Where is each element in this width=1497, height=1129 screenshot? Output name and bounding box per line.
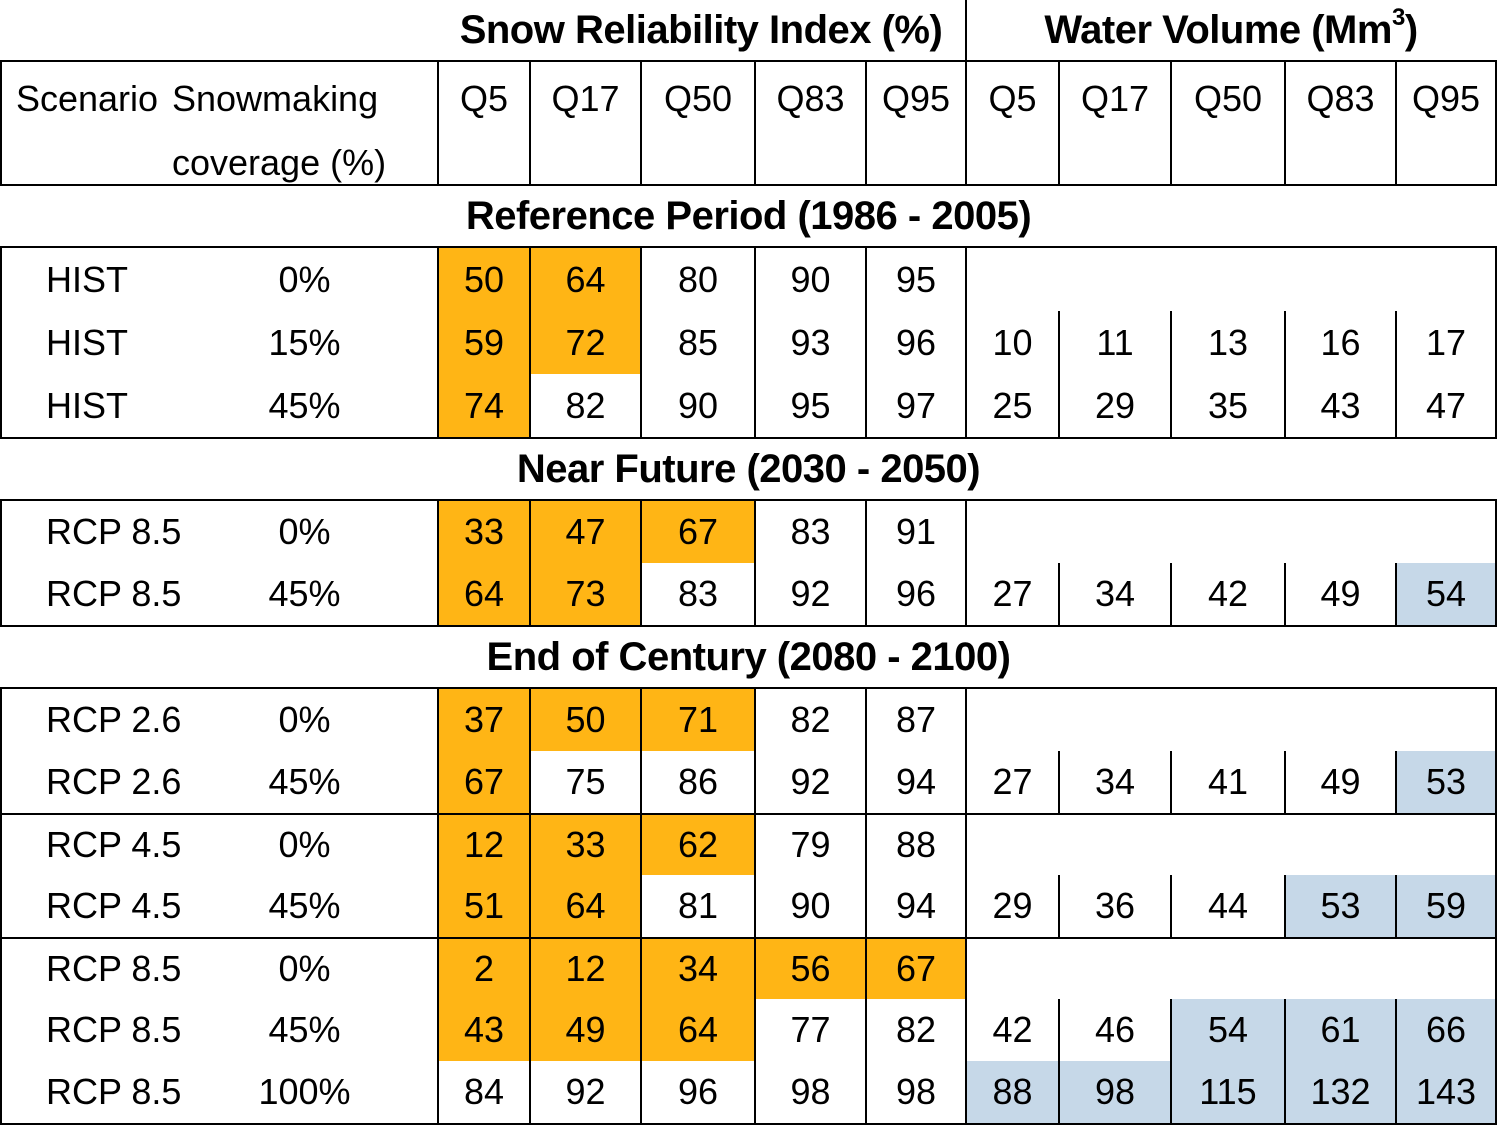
water-empty-cell [965, 689, 1495, 751]
sri-q95-cell: 96 [865, 563, 965, 625]
sri-q95-cell: 91 [865, 501, 965, 563]
near-future-table [0, 499, 1497, 627]
coverage-cell: 100% [258, 1071, 351, 1112]
water-q50-cell: 35 [1170, 374, 1284, 437]
sri-q17-cell: 49 [529, 999, 640, 1061]
water-empty-cell [965, 937, 1495, 999]
sri-q17-cell: 92 [529, 1061, 640, 1123]
water-q17-cell: 36 [1058, 875, 1170, 937]
scenario-cell: RCP 4.5 [46, 885, 182, 926]
water-q95-cell: 66 [1395, 999, 1495, 1061]
coverage-cell: 45% [268, 573, 341, 614]
group-title-sri: Snow Reliability Index (%) [459, 7, 943, 52]
water-q5-cell: 10 [965, 311, 1058, 374]
water-q83-cell: 43 [1284, 374, 1395, 437]
water-q5-cell: 88 [965, 1061, 1058, 1123]
scenario-cell: RCP 4.5 [2, 813, 172, 875]
sri-q83-cell: 90 [754, 875, 865, 937]
water-q5-cell: 25 [965, 374, 1058, 437]
sri-q17-cell: 82 [529, 374, 640, 437]
scenario-cell: RCP 2.6 [46, 761, 182, 802]
sri-q95-cell: 94 [865, 751, 965, 813]
sri-q5-cell: 50 [437, 248, 529, 311]
water-q83-cell: 16 [1284, 311, 1395, 374]
sri-q5-cell: 74 [437, 374, 529, 437]
coverage-cell: 45% [268, 384, 341, 426]
sri-q50-cell: 83 [640, 563, 754, 625]
water-q83-cell: 132 [1284, 1061, 1395, 1123]
sri-q17-cell: 72 [529, 311, 640, 374]
water-q95-cell: 143 [1395, 1061, 1495, 1123]
sri-q83-cell: 98 [754, 1061, 865, 1123]
water-q17-cell: 29 [1058, 374, 1170, 437]
water-empty-cell [965, 248, 1495, 311]
table-header [0, 60, 1497, 186]
water-q17-cell: 98 [1058, 1061, 1170, 1123]
header-sri-q95: Q95 [865, 62, 965, 184]
sri-q17-cell: 75 [529, 751, 640, 813]
sri-q95-cell: 87 [865, 689, 965, 751]
water-q50-cell: 54 [1170, 999, 1284, 1061]
end-of-century-table [0, 687, 1497, 1125]
water-q50-cell: 13 [1170, 311, 1284, 374]
scenario-cell: RCP 8.5 [46, 511, 182, 552]
sri-q50-cell: 86 [640, 751, 754, 813]
coverage-cell: 0% [172, 813, 437, 875]
coverage-cell: 45% [268, 761, 341, 802]
coverage-cell: 45% [268, 885, 341, 926]
water-q17-cell: 11 [1058, 311, 1170, 374]
section-title-end-of-century: End of Century (2080 - 2100) [486, 634, 1011, 679]
sri-q95-cell: 96 [865, 311, 965, 374]
sri-q95-cell: 88 [865, 813, 965, 875]
scenario-cell: RCP 8.5 [46, 1009, 182, 1050]
sri-q5-cell: 12 [437, 813, 529, 875]
sri-q50-cell: 34 [640, 937, 754, 999]
sri-q95-cell: 67 [865, 937, 965, 999]
sri-q5-cell: 59 [437, 311, 529, 374]
water-empty-cell [965, 501, 1495, 563]
water-q17-cell: 46 [1058, 999, 1170, 1061]
water-q50-cell: 42 [1170, 563, 1284, 625]
sri-q50-cell: 62 [640, 813, 754, 875]
scenario-cell: HIST [46, 258, 129, 300]
sri-q83-cell: 82 [754, 689, 865, 751]
water-q50-cell: 44 [1170, 875, 1284, 937]
sri-q50-cell: 71 [640, 689, 754, 751]
sri-q50-cell: 64 [640, 999, 754, 1061]
group-title-water [965, 0, 1495, 60]
coverage-cell: 0% [278, 699, 331, 740]
section-title-reference: Reference Period (1986 - 2005) [465, 193, 1032, 238]
water-title-superscript: 3 [1391, 4, 1405, 31]
header-coverage-line1: Snowmaking [172, 78, 379, 119]
header-water-q83: Q83 [1284, 62, 1395, 184]
water-empty-cell [965, 813, 1495, 875]
water-q95-cell: 17 [1395, 311, 1495, 374]
sri-q95-cell: 97 [865, 374, 965, 437]
reference-period-table [0, 246, 1497, 439]
sri-q95-cell: 95 [865, 248, 965, 311]
sri-q83-cell: 95 [754, 374, 865, 437]
scenario-cell: HIST [46, 321, 129, 363]
scenario-cell: RCP 8.5 [46, 1071, 182, 1112]
sri-q50-cell: 67 [640, 501, 754, 563]
water-q50-cell: 41 [1170, 751, 1284, 813]
sri-q50-cell: 85 [640, 311, 754, 374]
sri-q50-cell: 96 [640, 1061, 754, 1123]
sri-q95-cell: 82 [865, 999, 965, 1061]
coverage-cell: 0% [278, 258, 331, 300]
water-q83-cell: 49 [1284, 751, 1395, 813]
water-q83-cell: 61 [1284, 999, 1395, 1061]
header-water-q95: Q95 [1395, 62, 1495, 184]
sri-q5-cell: 33 [437, 501, 529, 563]
sri-q17-cell: 64 [529, 248, 640, 311]
sri-q17-cell: 50 [529, 689, 640, 751]
coverage-cell: 0% [172, 937, 437, 999]
water-q95-cell: 59 [1395, 875, 1495, 937]
header-sri-q83: Q83 [754, 62, 865, 184]
water-q83-cell: 53 [1284, 875, 1395, 937]
sri-q83-cell: 83 [754, 501, 865, 563]
header-sri-q5: Q5 [437, 62, 529, 184]
water-q5-cell: 29 [965, 875, 1058, 937]
sri-q5-cell: 51 [437, 875, 529, 937]
water-q5-cell: 27 [965, 751, 1058, 813]
sri-q17-cell: 73 [529, 563, 640, 625]
scenario-cell: HIST [46, 384, 129, 426]
water-q5-cell: 27 [965, 563, 1058, 625]
water-q83-cell: 49 [1284, 563, 1395, 625]
water-q17-cell: 34 [1058, 751, 1170, 813]
coverage-cell: 0% [278, 511, 331, 552]
water-title-text: Water Volume (Mm [1044, 7, 1392, 52]
sri-q5-cell: 2 [437, 937, 529, 999]
water-q17-cell: 34 [1058, 563, 1170, 625]
sri-q83-cell: 90 [754, 248, 865, 311]
header-water-q50: Q50 [1170, 62, 1284, 184]
header-coverage-line2: coverage (%) [172, 142, 387, 183]
header-sri-q17: Q17 [529, 62, 640, 184]
sri-q17-cell: 12 [529, 937, 640, 999]
header-coverage [172, 62, 437, 184]
water-q50-cell: 115 [1170, 1061, 1284, 1123]
water-q95-cell: 54 [1395, 563, 1495, 625]
sri-q83-cell: 92 [754, 751, 865, 813]
sri-q83-cell: 92 [754, 563, 865, 625]
water-title-close: ) [1404, 7, 1418, 52]
sri-q17-cell: 33 [529, 813, 640, 875]
sri-q5-cell: 43 [437, 999, 529, 1061]
water-q5-cell: 42 [965, 999, 1058, 1061]
coverage-cell: 15% [268, 321, 341, 363]
scenario-cell: RCP 8.5 [46, 573, 182, 614]
header-water-q5: Q5 [965, 62, 1058, 184]
sri-q5-cell: 37 [437, 689, 529, 751]
sri-q50-cell: 81 [640, 875, 754, 937]
section-title-near-future: Near Future (2030 - 2050) [516, 446, 981, 491]
water-q95-cell: 47 [1395, 374, 1495, 437]
sri-q95-cell: 94 [865, 875, 965, 937]
scenario-cell: RCP 2.6 [46, 699, 182, 740]
sri-q83-cell: 56 [754, 937, 865, 999]
sri-q50-cell: 90 [640, 374, 754, 437]
group-titles-band [0, 0, 1497, 60]
sri-q83-cell: 93 [754, 311, 865, 374]
sri-q83-cell: 77 [754, 999, 865, 1061]
sri-q5-cell: 64 [437, 563, 529, 625]
header-sri-q50: Q50 [640, 62, 754, 184]
sri-q50-cell: 80 [640, 248, 754, 311]
header-scenario: Scenario [15, 78, 159, 119]
sri-q17-cell: 64 [529, 875, 640, 937]
sri-q5-cell: 67 [437, 751, 529, 813]
scenario-cell: RCP 8.5 [2, 937, 172, 999]
water-q95-cell: 53 [1395, 751, 1495, 813]
header-water-q17: Q17 [1058, 62, 1170, 184]
sri-q5-cell: 84 [437, 1061, 529, 1123]
sri-q17-cell: 47 [529, 501, 640, 563]
coverage-cell: 45% [268, 1009, 341, 1050]
sri-q83-cell: 79 [754, 813, 865, 875]
sri-q95-cell: 98 [865, 1061, 965, 1123]
